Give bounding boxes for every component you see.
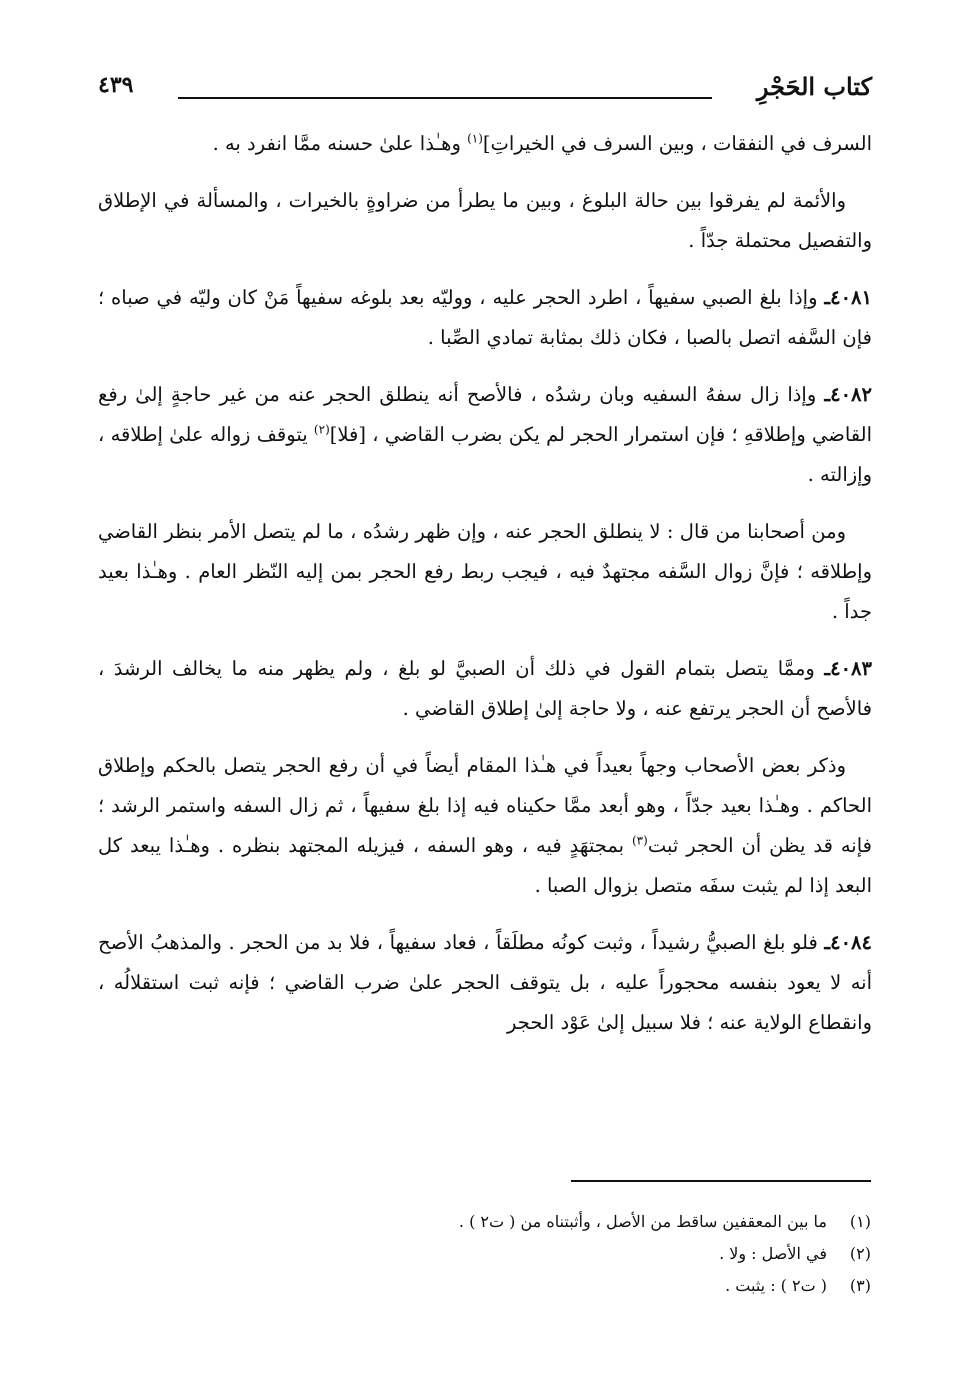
paragraph-text: وإذا زال سفهُ السفيه وبان رشدُه ، فالأصح أنه ينطلق الحجر عنه من غير حاجةٍ إلىٰ رفع القاضي وإطلاقهِ ؛ فإن استمرار الحجر لم يكن بضرب القاضي ، [فلا] [98,383,872,446]
paragraph [98,512,872,632]
paragraph-number: ٤٠٨٤ـ [824,931,872,954]
paragraph-text: السرف في النفقات ، وبين السرف في الخيراتِ] [482,132,872,155]
paragraph-number: ٤٠٨١ـ [824,286,872,309]
footnote-marker: (٣) [849,1276,871,1295]
numbered-paragraph [98,375,872,495]
footnote-marker: (٢) [849,1244,871,1263]
paragraph-text: ومن أصحابنا من قال : لا ينطلق الحجر عنه ، وإن ظهر رشدُه ، ما لم يتصل الأمر بنظر القاضي وإطلاقه ؛ فإنَّ زوال السَّفه مجتهدٌ فيه ، فيجب ربط رفع الحجر بمن إليه النّظر العام . وهـٰذا بعيد جداً . [98,520,872,623]
paragraph-number: ٤٠٨٣ـ [824,657,872,680]
body-text [98,124,872,1060]
page-number: ٤٣٩ [98,72,134,98]
footnotes [311,1206,871,1302]
paragraph-text: وذكر بعض الأصحاب وجهاً بعيداً في هـٰذا المقام أيضاً في أن رفع الحجر يتصل بالحكم وإطلاق الحاكم . وهـٰذا بعيد جدّاً ، وهو أبعد ممَّا حكيناه فيه إذا بلغ سفيهاً ، ثم زال السفه واستمر الرشد ؛ فإنه قد يظن أن الحجر ثبت [98,754,873,857]
footnote-ref: (١) [467,131,483,146]
footnote [311,1206,871,1238]
paragraph-text: يتوقف زواله علىٰ إطلاقه ، وإزالته . [98,423,872,486]
footnote-ref: (٣) [631,833,648,848]
footnote [311,1238,871,1270]
book-title: كتاب الحَجْرِ [756,72,872,101]
footnote-marker: (١) [849,1212,871,1231]
footnote-rule [571,1180,871,1182]
paragraph [98,181,872,261]
paragraph-text: وممَّا يتصل بتمام القول في ذلك أن الصبيَّ لو بلغ ، ولم يظهر منه ما يخالف الرشدَ ، فالأصح أن الحجر يرتفع عنه ، ولا حاجة إلىٰ إطلاق القاضي . [98,657,872,720]
paragraph-text: والأئمة لم يفرقوا بين حالة البلوغ ، وبين ما يطرأ من ضراوةٍ بالخيرات ، والمسألة في الإطلاق والتفصيل محتملة جدّاً . [98,189,872,252]
page-header [98,66,872,116]
footnote [311,1270,871,1302]
footnote-text: في الأصل : ولا . [719,1244,827,1263]
footnote-ref: (٢) [313,422,330,437]
paragraph-text: بمجتهَدٍ فيه ، وهو السفه ، فيزيله المجتهد بنظره . وهـٰذا يبعد كل البعد إذا لم يثبت سفَه متصل بزوال الصبا . [98,834,872,897]
numbered-paragraph [98,649,872,729]
paragraph-text: فلو بلغ الصبيُّ رشيداً ، وثبت كونُه مطلَقاً ، فعاد سفيهاً ، فلا بد من الحجر . والمذهبُ الأصح أنه لا يعود بنفسه محجوراً عليه ، بل يتوقف الحجر علىٰ ضرب القاضي ؛ فإنه ثبت استقلالُه ، وانقطاع الولاية عنه ؛ فلا سبيل إلىٰ عَوْد الحجر [98,931,873,1034]
footnote-text: ما بين المعقفين ساقط من الأصل ، وأثبتناه من ( ت٢ ) . [458,1212,827,1231]
paragraph-text: وهـٰذا علىٰ حسنه ممَّا انفرد به . [212,132,468,155]
paragraph [98,746,872,906]
header-rule [178,97,712,99]
paragraph [98,124,872,164]
paragraph-number: ٤٠٨٢ـ [824,383,872,406]
footnote-text: ( ت٢ ) : يثبت . [725,1276,827,1295]
paragraph-text: وإذا بلغ الصبي سفيهاً ، اطرد الحجر عليه ، ووليّه بعد بلوغه سفيهاً مَنْ كان وليّه في صباه ؛ فإن السَّفه اتصل بالصبا ، فكان ذلك بمثابة تمادي الصِّبا . [98,286,872,349]
numbered-paragraph [98,923,872,1043]
numbered-paragraph [98,278,872,358]
